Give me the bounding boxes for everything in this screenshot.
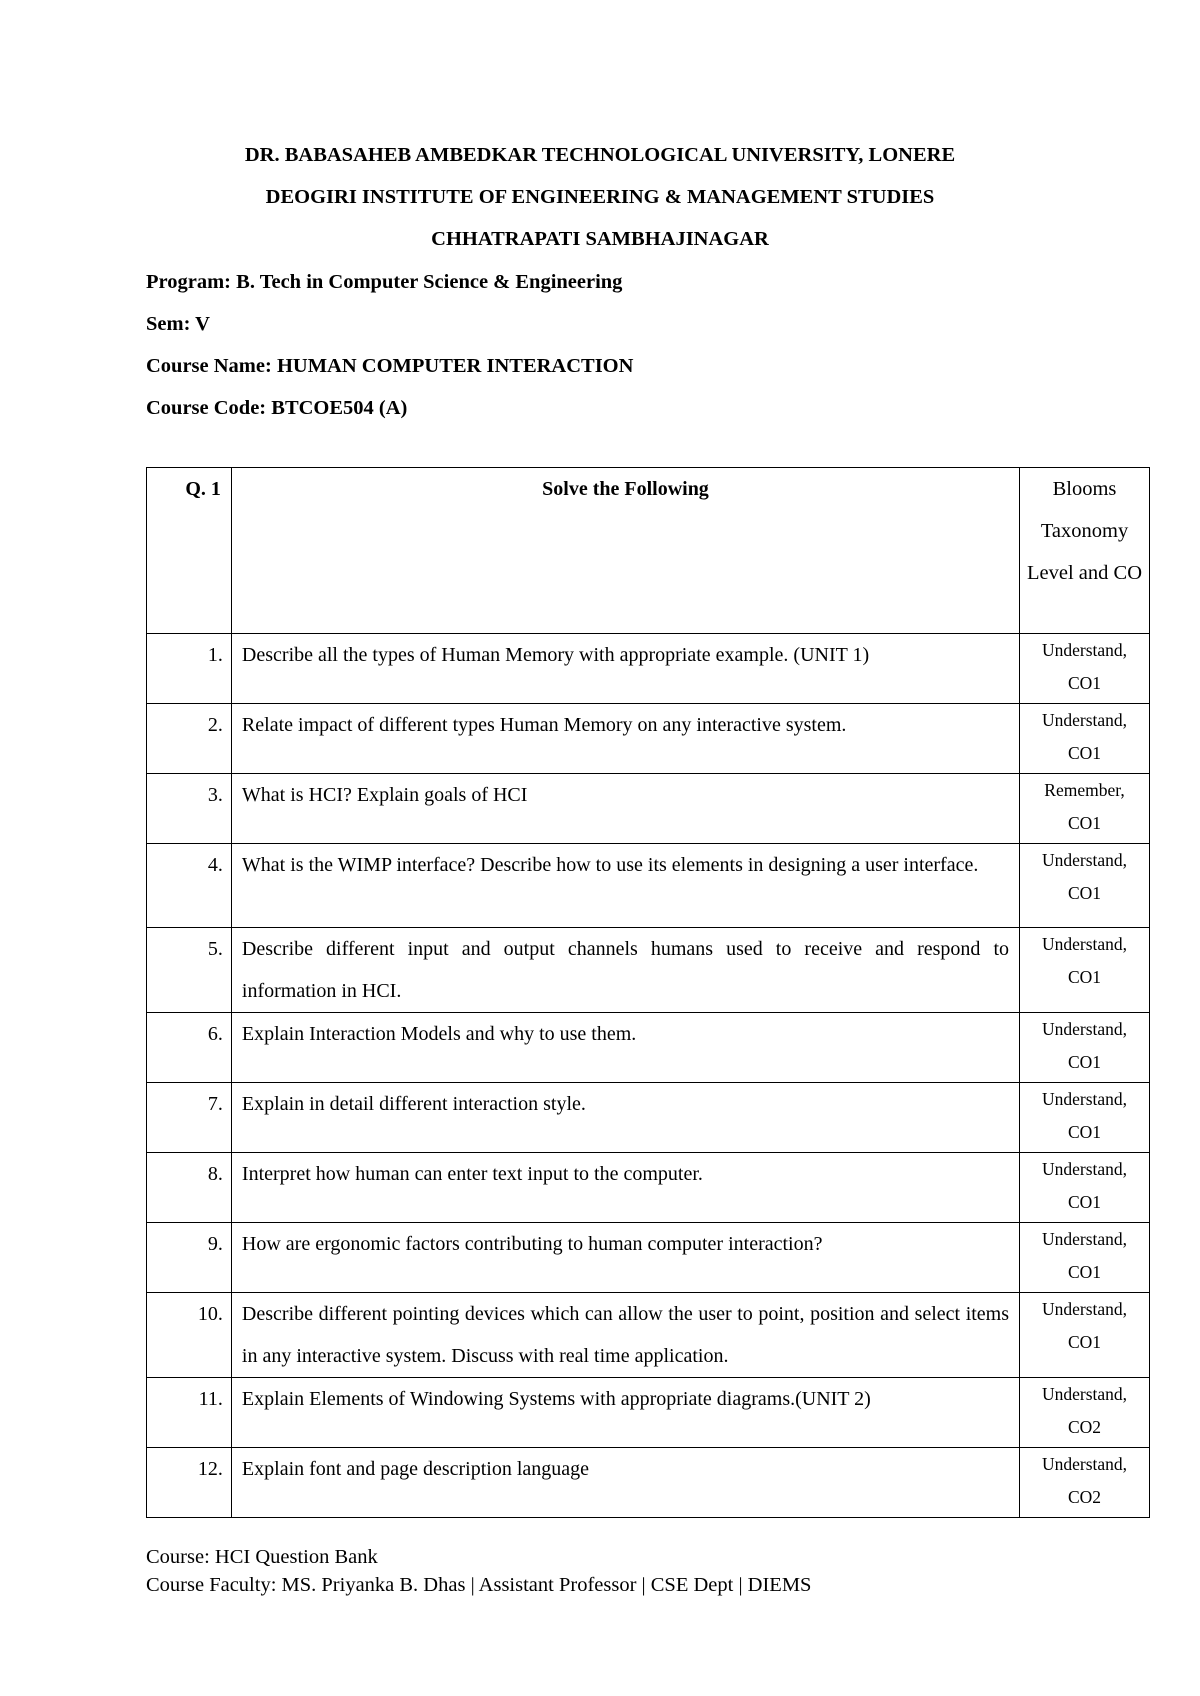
column-header-blooms: Blooms Taxonomy Level and CO <box>1020 468 1150 634</box>
question-text: Explain in detail different interaction style. <box>241 1093 586 1115</box>
course-code-label: Course Code: <box>146 397 267 419</box>
course-outcome: CO1 <box>1067 883 1102 903</box>
question-text: Describe different input and output channels humans used to receive and respond to information in HCI. <box>241 938 1010 1002</box>
table-row <box>147 1083 1150 1153</box>
institute-name: DEOGIRI INSTITUTE OF ENGINEERING & MANAGEMENT STUDIES <box>265 186 935 208</box>
blooms-level: Understand, <box>1041 1454 1128 1474</box>
table-row <box>147 1293 1150 1378</box>
question-number: 1. <box>207 644 223 666</box>
program-value: B. Tech in Computer Science & Engineering <box>236 271 623 293</box>
question-text: How are ergonomic factors contributing to human computer interaction? <box>241 1233 823 1255</box>
table-row <box>147 928 1150 1013</box>
course-code-line <box>146 396 407 420</box>
question-number: 7. <box>207 1093 223 1115</box>
sem-label: Sem: <box>146 313 191 335</box>
sem-line <box>146 312 210 336</box>
document-footer <box>146 1543 811 1599</box>
table-row <box>147 1223 1150 1293</box>
blooms-level: Understand, <box>1041 1089 1128 1109</box>
blooms-level: Understand, <box>1041 1229 1128 1249</box>
blooms-level: Understand, <box>1041 640 1128 660</box>
question-text: What is the WIMP interface? Describe how to use its elements in designing a user interface. <box>241 854 979 876</box>
blooms-level: Understand, <box>1041 710 1128 730</box>
course-outcome: CO2 <box>1067 1417 1102 1437</box>
program-line <box>146 270 622 294</box>
course-code-value: BTCOE504 (A) <box>271 397 408 419</box>
table-header-row <box>147 468 1150 634</box>
question-number: 12. <box>197 1458 223 1480</box>
table-row <box>147 634 1150 704</box>
table-row <box>147 1378 1150 1448</box>
question-number: 11. <box>198 1388 223 1410</box>
question-text: Describe all the types of Human Memory with appropriate example. (UNIT 1) <box>241 644 870 666</box>
course-outcome: CO1 <box>1067 1052 1102 1072</box>
blooms-level: Understand, <box>1041 1384 1128 1404</box>
blooms-level: Understand, <box>1041 850 1128 870</box>
university-name: DR. BABASAHEB AMBEDKAR TECHNOLOGICAL UNIVERSITY, LONERE <box>244 144 956 166</box>
question-number: 2. <box>207 714 223 736</box>
course-outcome: CO1 <box>1067 813 1102 833</box>
course-outcome: CO1 <box>1067 967 1102 987</box>
question-text: Describe different pointing devices which can allow the user to point, position and select items in any interactive system. Discuss with real time application. <box>241 1303 1010 1367</box>
question-text: What is HCI? Explain goals of HCI <box>241 784 528 806</box>
question-text: Explain font and page description language <box>241 1458 590 1480</box>
course-outcome: CO1 <box>1067 743 1102 763</box>
question-number: 4. <box>207 854 223 876</box>
question-number: 5. <box>207 938 223 960</box>
blooms-level: Remember, <box>1044 780 1125 800</box>
question-text: Explain Elements of Windowing Systems with appropriate diagrams.(UNIT 2) <box>241 1388 871 1410</box>
question-text: Explain Interaction Models and why to use them. <box>241 1023 637 1045</box>
table-row <box>147 1448 1150 1518</box>
column-header-solve: Solve the Following <box>231 468 1019 634</box>
course-outcome: CO1 <box>1067 1122 1102 1142</box>
table-row <box>147 1153 1150 1223</box>
footer-course: Course: HCI Question Bank <box>146 1546 378 1568</box>
course-outcome: CO1 <box>1067 1192 1102 1212</box>
course-name-value: HUMAN COMPUTER INTERACTION <box>276 355 634 377</box>
blooms-level: Understand, <box>1041 934 1128 954</box>
question-number: 3. <box>207 784 223 806</box>
question-table <box>146 467 1150 1518</box>
course-outcome: CO1 <box>1067 1332 1102 1352</box>
blooms-level: Understand, <box>1041 1159 1128 1179</box>
footer-faculty: Course Faculty: MS. Priyanka B. Dhas | Assistant Professor | CSE Dept | DIEMS <box>146 1574 812 1596</box>
blooms-level: Understand, <box>1041 1299 1128 1319</box>
city-name: CHHATRAPATI SAMBHAJINAGAR <box>431 228 769 250</box>
table-row <box>147 704 1150 774</box>
question-text: Relate impact of different types Human Memory on any interactive system. <box>241 714 847 736</box>
table-row <box>147 774 1150 844</box>
blooms-level: Understand, <box>1041 1019 1128 1039</box>
course-name-label: Course Name: <box>146 355 272 377</box>
course-outcome: CO2 <box>1067 1487 1102 1507</box>
course-name-line <box>146 354 633 378</box>
table-row <box>147 844 1150 928</box>
question-number: 8. <box>207 1163 223 1185</box>
table-row <box>147 1013 1150 1083</box>
course-outcome: CO1 <box>1067 1262 1102 1282</box>
question-number: 10. <box>197 1303 223 1325</box>
program-label: Program: <box>146 271 232 293</box>
question-number: 6. <box>207 1023 223 1045</box>
sem-value: V <box>195 313 210 335</box>
course-outcome: CO1 <box>1067 673 1102 693</box>
column-header-q: Q. 1 <box>147 468 232 634</box>
question-number: 9. <box>207 1233 223 1255</box>
question-text: Interpret how human can enter text input to the computer. <box>241 1163 703 1185</box>
document-header <box>0 143 1200 269</box>
